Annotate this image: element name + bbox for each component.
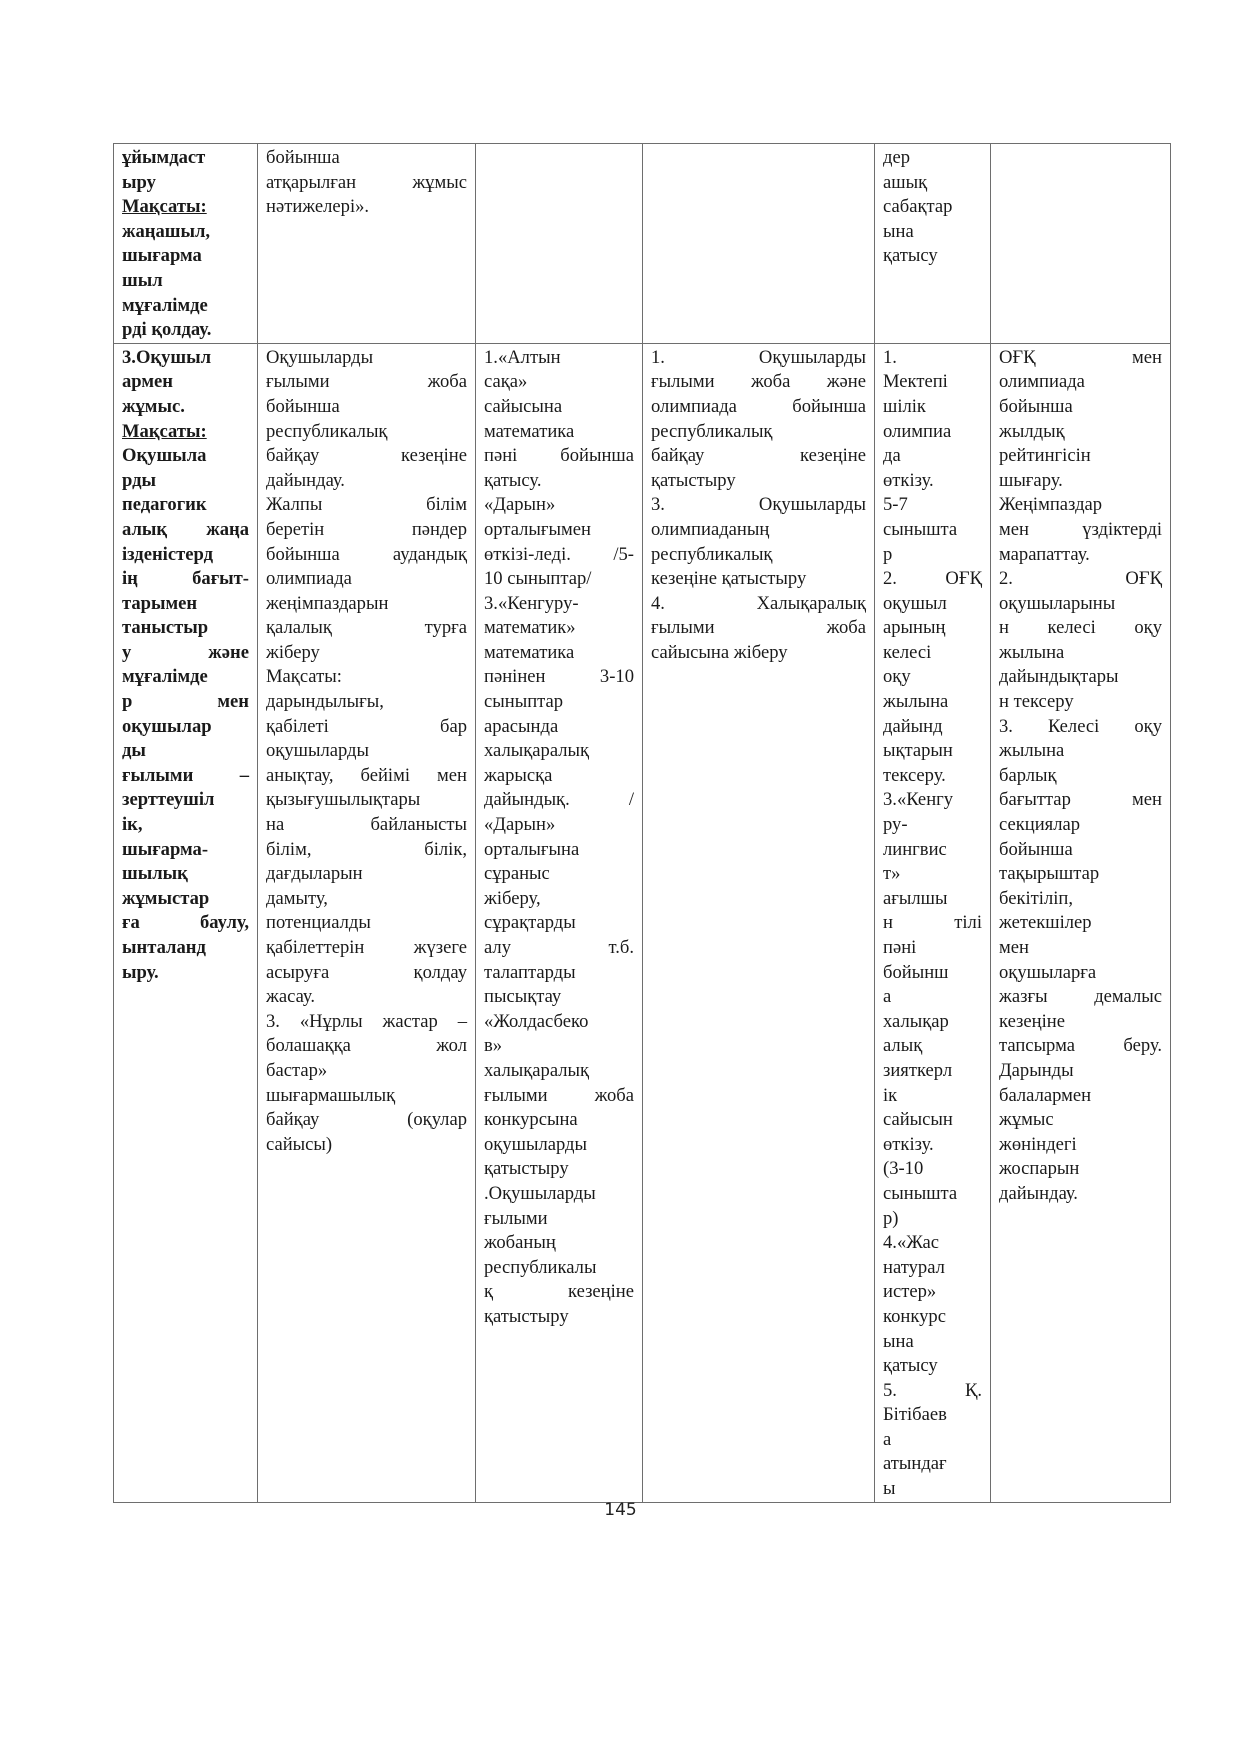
cell-results	[991, 144, 1171, 344]
cell-school-events	[875, 144, 991, 344]
cell-text-line: жасау.	[266, 986, 315, 1008]
cell-text-line: мен үздіктерді	[999, 518, 1162, 540]
cell-text-line: ы	[883, 1478, 896, 1500]
cell-text-line: бекітіліп,	[999, 887, 1074, 909]
cell-text-line: ік	[883, 1084, 898, 1106]
cell-text-line: шығармашылық	[266, 1084, 396, 1106]
cell-text-line: лингвис	[883, 838, 947, 860]
cell-text-line: марапаттау.	[999, 543, 1090, 565]
cell-text-line: сабақтар	[883, 196, 953, 218]
cell-text-line: на байланысты	[266, 814, 467, 836]
cell-text-line: жұмыс.	[122, 395, 185, 417]
cell-text-line: халықаралық	[484, 740, 590, 762]
cell-text-line: ұйымдаст	[122, 147, 206, 168]
cell-text-line: анықтау, бейімі мен	[266, 764, 467, 786]
cell-text-line: мұғалімде	[122, 666, 208, 688]
cell-text-line: 4. Халықаралық	[651, 592, 866, 614]
cell-text-line: жіберу	[266, 641, 320, 663]
table-row	[114, 144, 1171, 344]
cell-text-line: оқушылар	[122, 715, 212, 737]
cell-text-line: таныстыр	[122, 617, 209, 639]
cell-text-line: болашаққа жол	[266, 1035, 467, 1057]
cell-text-line: математика	[484, 641, 575, 663]
cell-text-line: секциялар	[999, 814, 1081, 836]
cell-text-line: натурал	[883, 1256, 945, 1278]
cell-text-line: халықар	[883, 1010, 949, 1032]
cell-text-line: арының	[883, 617, 946, 639]
cell-text-line: орталығымен	[484, 518, 591, 540]
cell-text-line: дайындау.	[266, 469, 345, 491]
cell-competitions	[476, 144, 643, 344]
cell-text-line: 2. ОҒҚ	[883, 568, 982, 590]
cell-text-line: Мақсаты:	[122, 420, 207, 442]
cell-measures	[258, 144, 476, 344]
cell-text-line: 2. ОҒҚ	[999, 568, 1162, 590]
cell-text-line: олимпиада	[266, 568, 352, 590]
cell-text-line: оқушыларыны	[999, 592, 1116, 614]
cell-text-line: олимпиаданың	[651, 518, 770, 540]
cell-text-line: шылық	[122, 863, 188, 885]
cell-text-line: сайысын	[883, 1109, 953, 1131]
cell-text-line: пәнінен 3-10	[484, 666, 634, 688]
cell-text-line: жылына	[999, 740, 1065, 762]
cell-text-line: 1. Оқушыларды	[651, 346, 866, 368]
cell-text-line: қатысу	[883, 1355, 938, 1377]
cell-text-line: 4.«Жас	[883, 1232, 939, 1254]
cell-text-line: орталығына	[484, 838, 580, 860]
cell-text-line: шығарма-	[122, 838, 209, 860]
cell-text-line: республикалық	[266, 420, 388, 442]
cell-text-line: бойынша	[266, 147, 340, 168]
cell-text-line: ықтарын	[883, 740, 953, 762]
cell-text-line: зияткерл	[883, 1059, 953, 1081]
cell-text-line: конкурсына	[484, 1109, 578, 1131]
cell-text-line: сайысына	[484, 395, 563, 417]
cell-text-line: 1.	[883, 346, 897, 368]
table-row	[114, 343, 1171, 1502]
cell-text-line: жұмыс	[999, 1109, 1054, 1131]
cell-text-line: дайынд	[883, 715, 943, 737]
cell-text-line: ына	[883, 1330, 914, 1352]
cell-text-line: қатыстыру	[484, 1158, 569, 1180]
cell-text-line: талаптарды	[484, 961, 576, 983]
cell-text-line: шілік	[883, 395, 926, 417]
cell-text-line: конкурс	[883, 1305, 946, 1327]
cell-text-line: ыру	[122, 171, 156, 193]
cell-text-line: ғылыми	[484, 1207, 548, 1229]
cell-text-line: дағдыларын	[266, 863, 363, 885]
cell-text-line: у және	[122, 641, 249, 663]
cell-text-line: ік,	[122, 814, 143, 836]
cell-text-line: дайындықтары	[999, 666, 1119, 688]
cell-text-line: дайындау.	[999, 1182, 1078, 1204]
cell-direction	[114, 343, 258, 1502]
cell-text-line: Мақсаты:	[122, 196, 207, 218]
cell-text-line: пысықтау	[484, 986, 562, 1008]
cell-text-line: жаңашыл,	[122, 220, 211, 242]
cell-text-line: пәні бойынша	[484, 445, 634, 467]
cell-text-line: алу т.б.	[484, 937, 634, 958]
cell-text-line: сұрақтарды	[484, 912, 576, 934]
cell-text-line: рді қолдау.	[122, 319, 212, 341]
cell-text-line: арасында	[484, 715, 559, 737]
cell-text-line: жобаның	[484, 1232, 556, 1254]
cell-text-line: олимпиа	[883, 420, 952, 442]
cell-text-line: ғылыми –	[122, 764, 249, 786]
cell-text-line: жөніндегі	[999, 1133, 1077, 1155]
cell-text-line: келесі	[883, 641, 932, 663]
cell-text-line: жылына	[883, 691, 949, 713]
cell-text-line: бойынша аудандық	[266, 543, 467, 565]
cell-text-line: ды	[122, 740, 146, 762]
cell-text-line: бойынша	[999, 395, 1073, 417]
cell-text-line: республикалық	[651, 420, 773, 442]
cell-text-line: оқу	[883, 666, 911, 688]
cell-text-line: бойынш	[883, 961, 949, 983]
cell-text-line: атындағ	[883, 1453, 947, 1475]
cell-text-line: Бітібаев	[883, 1404, 947, 1426]
cell-text-line: педагогик	[122, 494, 207, 516]
cell-text-line: (3-10	[883, 1158, 924, 1180]
cell-text-line: Мақсаты:	[266, 666, 342, 688]
cell-text-line: республикалық	[651, 543, 773, 565]
cell-text-line: шыл	[122, 269, 163, 291]
cell-text-line: олимпиада	[999, 371, 1085, 393]
cell-text-line: сыныптар	[484, 691, 564, 713]
cell-text-line: мен	[999, 937, 1029, 958]
cell-text-line: рды	[122, 469, 157, 491]
cell-text-line: байқау кезеңіне	[266, 445, 467, 467]
cell-text-line: бағыттар мен	[999, 789, 1162, 811]
cell-text-line: зерттеушіл	[122, 789, 215, 811]
cell-text-line: а	[883, 986, 892, 1008]
cell-text-line: жеңімпаздарын	[266, 592, 389, 614]
cell-text-line: Жалпы білім	[266, 494, 467, 516]
cell-text-line: 3. Оқушыларды	[651, 494, 866, 516]
cell-text-line: жоспарын	[999, 1158, 1080, 1180]
cell-text-line: р мен	[122, 691, 249, 713]
cell-text-line: р)	[883, 1207, 899, 1229]
cell-text-line: қатысу	[883, 245, 938, 267]
cell-text-line: сайысына жіберу	[651, 641, 788, 663]
cell-text-line: Жеңімпаздар	[999, 494, 1103, 516]
cell-text-line: математика	[484, 420, 575, 442]
cell-text-line: ру-	[883, 814, 908, 836]
cell-text-line: ғылыми жоба	[266, 371, 467, 393]
cell-text-line: қабілеттерін жүзеге	[266, 937, 467, 958]
cell-text-line: а	[883, 1428, 892, 1450]
cell-text-line: жылдық	[999, 420, 1065, 442]
cell-text-line: өткізу.	[883, 1133, 934, 1155]
cell-text-line: оқушыларды	[484, 1133, 587, 1155]
cell-text-line: дарындылығы,	[266, 691, 384, 713]
cell-text-line: «Дарын»	[484, 494, 556, 516]
cell-text-line: ОҒҚ мен	[999, 346, 1162, 368]
cell-text-line: математик»	[484, 617, 576, 639]
cell-text-line: Мектепі	[883, 371, 948, 393]
cell-text-line: сұраныс	[484, 863, 550, 885]
cell-text-line: қатыстыру	[651, 469, 736, 491]
cell-text-line: сайысы)	[266, 1133, 333, 1155]
cell-text-line: «Жолдасбеко	[484, 1010, 589, 1032]
cell-text-line: бойынша	[999, 838, 1073, 860]
cell-text-line: балалармен	[999, 1084, 1092, 1106]
cell-text-line: 1.«Алтын	[484, 346, 561, 368]
cell-text-line: сынышта	[883, 1182, 958, 1204]
cell-text-line: дайындық. /	[484, 789, 634, 811]
cell-text-line: жіберу,	[484, 887, 541, 909]
cell-text-line: пәні	[883, 937, 917, 958]
cell-text-line: рейтингісін	[999, 445, 1091, 467]
cell-text-line: қатыстыру	[484, 1305, 569, 1327]
cell-text-line: алық жаңа	[122, 518, 249, 540]
cell-text-line: н тексеру	[999, 691, 1074, 713]
cell-text-line: жазғы демалыс	[999, 986, 1162, 1008]
cell-text-line: кезеңіне қатыстыру	[651, 568, 807, 590]
cell-text-line: нәтижелері».	[266, 196, 370, 218]
cell-text-line: алық	[883, 1035, 923, 1057]
cell-text-line: байқау кезеңіне	[651, 445, 866, 467]
cell-text-line: 3.Оқушыл	[122, 346, 212, 368]
cell-text-line: «Дарын»	[484, 814, 556, 836]
cell-school-events	[875, 343, 991, 1502]
cell-text-line: атқарылған жұмыс	[266, 171, 467, 193]
cell-text-line: байқау (оқулар	[266, 1109, 467, 1131]
cell-text-line: р	[883, 543, 893, 565]
cell-text-line: білім, білік,	[266, 838, 467, 860]
cell-text-line: 3.«Кенгуру-	[484, 592, 579, 614]
cell-text-line: сақа»	[484, 371, 528, 393]
cell-text-line: н келесі оқу	[999, 617, 1162, 639]
cell-text-line: асыруға қолдау	[266, 961, 467, 983]
cell-text-line: шығару.	[999, 469, 1063, 491]
cell-text-line: ағылшы	[883, 887, 948, 909]
cell-text-line: 3.«Кенгу	[883, 789, 954, 811]
cell-text-line: халықаралық	[484, 1059, 590, 1081]
cell-text-line: ға баулу,	[122, 912, 249, 934]
cell-text-line: ғылыми жоба	[484, 1084, 634, 1106]
cell-participation	[643, 144, 875, 344]
cell-text-line: қалалық турға	[266, 617, 467, 639]
cell-text-line: 3. «Нұрлы жастар –	[266, 1010, 467, 1032]
cell-text-line: ына	[883, 220, 914, 242]
cell-text-line: Оқушыла	[122, 445, 207, 467]
cell-text-line: оқушыларға	[999, 961, 1097, 983]
cell-text-line: ынталанд	[122, 937, 206, 958]
cell-text-line: олимпиада бойынша	[651, 395, 866, 417]
cell-text-line: Дарынды	[999, 1059, 1074, 1081]
cell-text-line: ің бағыт-	[122, 568, 249, 590]
cell-text-line: жарысқа	[484, 764, 553, 786]
cell-text-line: жұмыстар	[122, 887, 210, 909]
cell-text-line: дамыту,	[266, 887, 328, 909]
plan-table	[113, 143, 1171, 1503]
cell-text-line: ғылыми жоба және	[651, 371, 866, 393]
cell-text-line: қызығушылықтары	[266, 789, 421, 811]
cell-text-line: Оқушыларды	[266, 346, 374, 368]
cell-text-line: ізденістерд	[122, 543, 213, 565]
cell-text-line: 5. Қ.	[883, 1379, 982, 1401]
cell-text-line: бойынша	[266, 395, 340, 417]
cell-text-line: истер»	[883, 1281, 937, 1303]
cell-text-line: оқушыларды	[266, 740, 369, 762]
cell-text-line: өткізу.	[883, 469, 934, 491]
cell-text-line: сынышта	[883, 518, 958, 540]
cell-text-line: қабілеті бар	[266, 715, 467, 737]
cell-text-line: шығарма	[122, 245, 202, 267]
cell-text-line: тарымен	[122, 592, 198, 614]
cell-text-line: 5-7	[883, 494, 908, 516]
cell-text-line: беретін пәндер	[266, 518, 467, 540]
cell-results	[991, 343, 1171, 1502]
cell-text-line: т»	[883, 863, 901, 885]
cell-text-line: қатысу.	[484, 469, 542, 491]
cell-text-line: оқушыл	[883, 592, 947, 614]
page-number: 145	[604, 1500, 637, 1520]
cell-text-line: .Оқушыларды	[484, 1182, 596, 1204]
cell-text-line: тақырыштар	[999, 863, 1100, 885]
cell-measures	[258, 343, 476, 1502]
cell-text-line: кезеңіне	[999, 1010, 1065, 1032]
cell-text-line: тексеру.	[883, 764, 946, 786]
cell-text-line: н тілі	[883, 912, 982, 934]
cell-text-line: ыру.	[122, 961, 159, 983]
cell-text-line: 3. Келесі оқу	[999, 715, 1162, 737]
cell-text-line: армен	[122, 371, 173, 393]
cell-text-line: потенциалды	[266, 912, 371, 934]
cell-text-line: мұғалімде	[122, 294, 208, 316]
cell-text-line: республикалы	[484, 1256, 597, 1278]
cell-text-line: ғылыми жоба	[651, 617, 866, 639]
cell-text-line: өткізі-леді. /5-	[484, 543, 634, 565]
cell-text-line: да	[883, 445, 901, 467]
cell-text-line: 10 сыныптар/	[484, 568, 592, 590]
cell-text-line: ашық	[883, 171, 928, 193]
cell-direction	[114, 144, 258, 344]
cell-text-line: жылына	[999, 641, 1065, 663]
cell-text-line: бастар»	[266, 1059, 328, 1081]
cell-text-line: барлық	[999, 764, 1057, 786]
cell-participation	[643, 343, 875, 1502]
cell-text-line: жетекшілер	[999, 912, 1092, 934]
cell-text-line: қ кезеңіне	[484, 1281, 634, 1303]
cell-text-line: в»	[484, 1035, 503, 1057]
cell-text-line: дер	[883, 147, 911, 168]
cell-text-line: тапсырма беру.	[999, 1035, 1162, 1057]
cell-competitions	[476, 343, 643, 1502]
